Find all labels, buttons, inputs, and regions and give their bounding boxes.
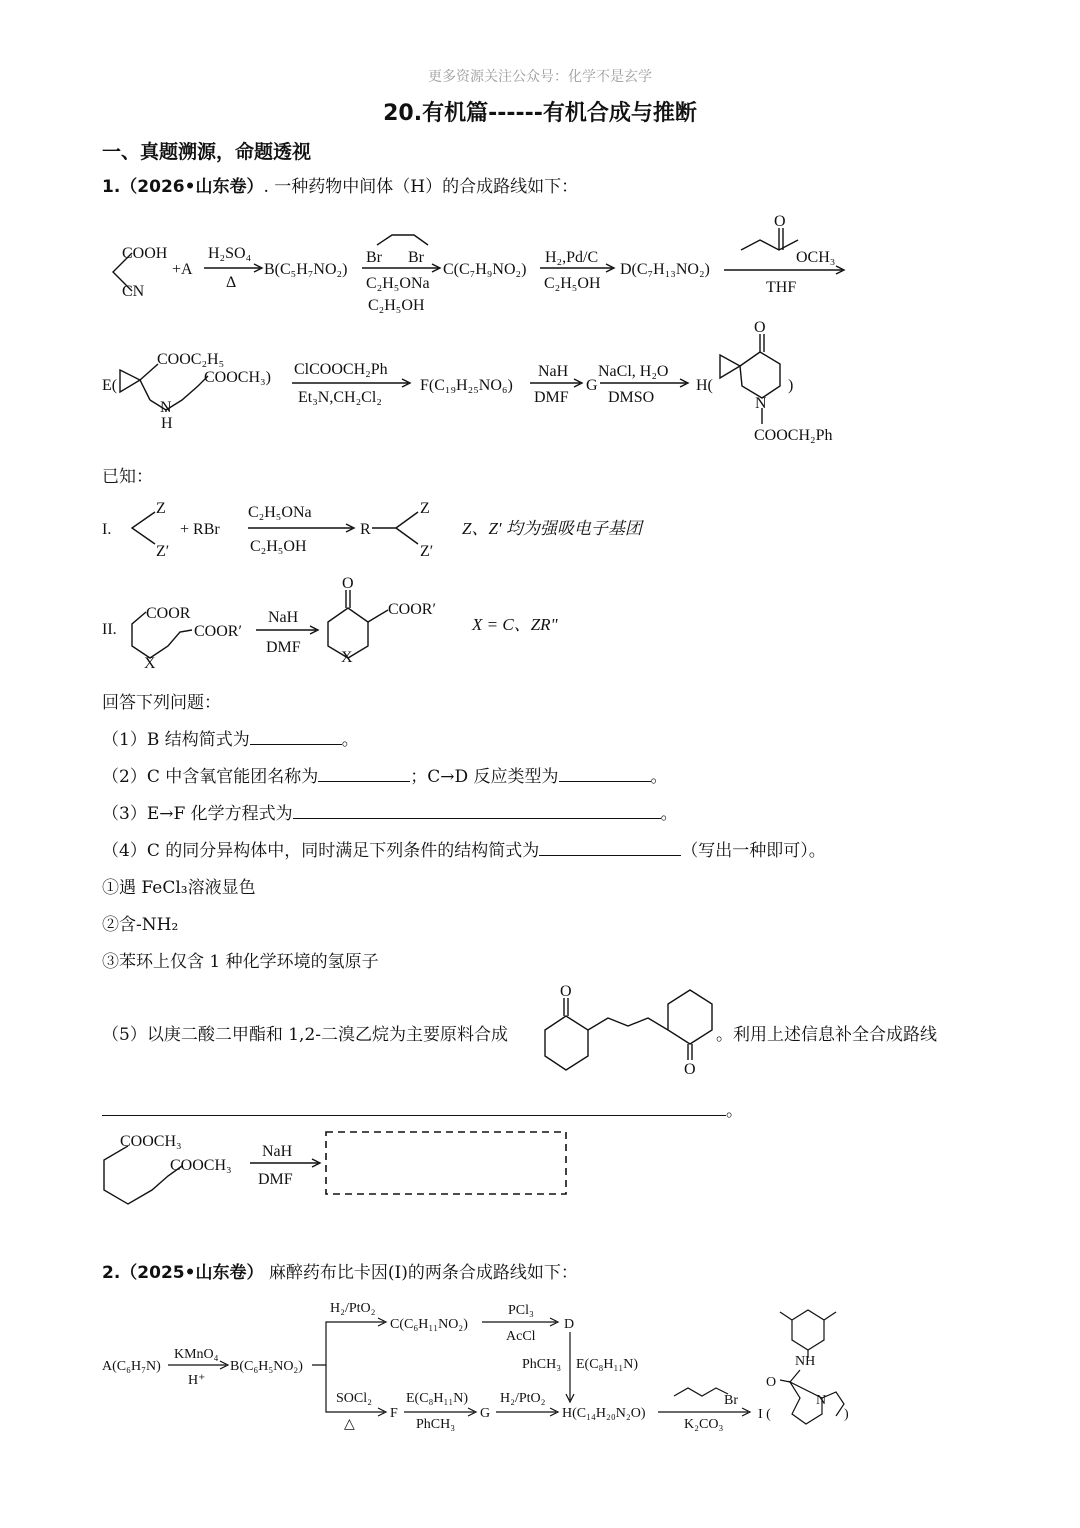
s2-cbz: COOCH₂Ph [754, 427, 833, 444]
page-title: 20.有机篇------有机合成与推断 [383, 101, 697, 126]
s3-C: C(C₆H₁₁NO₂) [390, 1317, 468, 1332]
q2-number: 2. [102, 1263, 121, 1283]
s2-close: ) [788, 377, 794, 394]
q1-part2-blank-a[interactable] [318, 767, 410, 782]
q1-part2 [102, 762, 668, 787]
s3-k2co3: K₂CO₃ [684, 1417, 724, 1432]
condition-1: ①遇 FeCl₃溶液显色 [102, 878, 256, 898]
s2-dmso: DMSO [608, 389, 655, 406]
section-heading: 一、真题溯源，命题透视 [102, 141, 312, 163]
q5-cooch3b: COOCH₃ [170, 1157, 232, 1174]
s1-B: B(C₅H₇NO₂) [264, 261, 348, 278]
s3-B: B(C₆H₅NO₂) [230, 1359, 303, 1374]
s3-o: O [766, 1375, 777, 1390]
s1-o: O [774, 213, 786, 230]
s1-h2so4: H₂SO₄ [208, 245, 252, 262]
s3-n: N [816, 1393, 827, 1408]
q5-target-o2: O [684, 1061, 696, 1078]
s3-hplus: H⁺ [188, 1373, 206, 1388]
s1-h2pdc: H₂,Pd/C [545, 249, 599, 266]
watermark: 更多资源关注公众号：化学不是玄学 [428, 69, 652, 85]
q1-part5-end: 。 [726, 1101, 743, 1121]
s1-plusA: +A [172, 261, 193, 278]
kII-coorp2: COOR′ [388, 601, 436, 618]
q1-part4 [102, 836, 826, 861]
s2-ketone-o: O [754, 319, 766, 336]
s1-cn: CN [122, 283, 145, 300]
s1-cooh: COOH [122, 245, 168, 262]
kII-dmf: DMF [266, 639, 301, 656]
kI-r: R [360, 521, 371, 538]
s1-D: D(C₇H₁₃NO₂) [620, 261, 710, 278]
q1-part2-text-b: ；C→D 反应类型为 [410, 767, 559, 787]
s3-F: F [390, 1406, 398, 1421]
s3-h2pto2b: H₂/PtO₂ [500, 1391, 546, 1406]
s2-nh: N [160, 399, 172, 416]
q2-header [102, 1258, 578, 1283]
s3-phch3a: PhCH₃ [522, 1357, 562, 1372]
s3-Ea: E(C₈H₁₁N) [576, 1357, 639, 1372]
q1-part5-blank[interactable] [102, 1101, 726, 1116]
s2-cooc2h5: COOC₂H₅ [157, 351, 225, 368]
known-label: 已知： [102, 467, 153, 487]
kI-z: Z [156, 500, 166, 517]
s3-acl: AcCl [506, 1329, 536, 1344]
q1-part1-text: （1）B 结构简式为 [102, 730, 250, 750]
q1-part4-text: （4）C 的同分异构体中，同时满足下列条件的结构简式为 [102, 841, 540, 861]
s3-nh: NH [795, 1354, 816, 1369]
kI-rbr: + RBr [180, 521, 220, 538]
s2-et3n: Et₃N,CH₂Cl₂ [298, 389, 382, 406]
kII-note: X = C、ZR" [472, 615, 558, 634]
s2-G: G [586, 377, 598, 394]
s3-G: G [480, 1406, 491, 1421]
kII-label: II. [102, 621, 117, 638]
answer-label: 回答下列问题： [102, 693, 221, 713]
s3-D: D [564, 1317, 575, 1332]
q1-source: （2026•山东卷） [120, 177, 264, 197]
s2-clcooch2ph: ClCOOCH₂Ph [294, 361, 388, 378]
s2-F: F(C₁₉H₂₅NO₆) [420, 377, 513, 394]
q1-part5-answer [102, 1096, 743, 1121]
s2-h: H [161, 415, 173, 432]
s2-E: E( [102, 377, 118, 394]
kI-zp: Z′ [156, 543, 170, 560]
s2-cooch3: COOCH₃) [204, 369, 271, 386]
q1-part3-blank[interactable] [293, 804, 661, 819]
s2-nah: NaH [538, 363, 569, 380]
q1-part5-text-b: 。利用上述信息补全合成路线 [716, 1025, 937, 1045]
kI-cond1: C₂H₅ONa [248, 504, 312, 521]
s1-thf: THF [766, 279, 797, 296]
s3-I: I ( [758, 1407, 771, 1422]
s1-c2h5oh2: C₂H₅OH [544, 275, 601, 292]
kI-zp2: Z′ [420, 543, 434, 560]
q5-dmf: DMF [258, 1171, 293, 1188]
kII-x2: X [341, 649, 353, 666]
kI-note: Z、Z′ 均为强吸电子基团 [462, 519, 642, 538]
s1-c2h5ona: C₂H₅ONa [366, 275, 430, 292]
s1-C: C(C₇H₉NO₂) [443, 261, 527, 278]
q1-intro: . 一种药物中间体（H）的合成路线如下： [263, 177, 579, 197]
q2-intro: 麻醉药布比卡因(I)的两条合成路线如下： [268, 1263, 578, 1283]
q1-part2-text-a: （2）C 中含氧官能团名称为 [102, 767, 319, 787]
s3-Eb: E(C₈H₁₁N) [406, 1391, 469, 1406]
q1-part4-blank[interactable] [539, 841, 681, 856]
q1-number: 1. [102, 177, 121, 197]
q1-part2-end: 。 [650, 767, 668, 787]
s2-H: H( [696, 377, 713, 394]
s3-socl2: SOCl₂ [336, 1391, 373, 1406]
kI-z2: Z [420, 500, 430, 517]
s2-dmf: DMF [534, 389, 569, 406]
s3-kmno4: KMnO₄ [174, 1347, 219, 1362]
s1-c2h5oh: C₂H₅OH [368, 297, 425, 314]
q1-part5-text-a: （5）以庚二酸二甲酯和 1,2-二溴乙烷为主要原料合成 [102, 1025, 508, 1045]
s3-pcl3: PCl₃ [508, 1303, 534, 1318]
s3-H: H(C₁₄H₂₀N₂O) [562, 1406, 646, 1421]
condition-3: ③苯环上仅含 1 种化学环境的氢原子 [102, 952, 379, 972]
kII-coorp: COOR′ [194, 623, 242, 640]
s3-close: ) [844, 1407, 849, 1422]
q1-part1 [102, 725, 359, 750]
q2-source: （2025•山东卷） [120, 1263, 264, 1283]
s2-nacl: NaCl, H₂O [598, 363, 669, 380]
kII-x: X [144, 655, 156, 672]
s1-br2: Br [408, 249, 424, 266]
condition-2: ②含-NH₂ [102, 915, 179, 935]
s1-och3: OCH₃ [796, 249, 836, 266]
kII-o: O [342, 575, 354, 592]
q1-part1-end: 。 [341, 730, 359, 750]
s3-tri: △ [344, 1417, 355, 1432]
q1-part1-blank[interactable] [250, 730, 342, 745]
kII-coor: COOR [146, 605, 191, 622]
q5-cooch3a: COOCH₃ [120, 1133, 182, 1150]
s1-br1: Br [366, 249, 382, 266]
kI-label: I. [102, 521, 112, 538]
s1-delta: Δ [226, 274, 237, 291]
q1-part3 [102, 799, 678, 824]
q5-nah: NaH [262, 1143, 293, 1160]
s2-n: N [755, 395, 767, 412]
q1-part3-end: 。 [660, 804, 678, 824]
q1-part2-blank-b[interactable] [559, 767, 651, 782]
q1-part4-end: （写出一种即可）。 [681, 841, 826, 861]
kII-nah: NaH [268, 609, 299, 626]
s3-phch3b: PhCH₃ [416, 1417, 456, 1432]
s3-h2pto2a: H₂/PtO₂ [330, 1301, 376, 1316]
s3-A: A(C₆H₇N) [102, 1359, 161, 1374]
s3-br: Br [724, 1393, 738, 1408]
q1-part3-text: （3）E→F 化学方程式为 [102, 804, 293, 824]
kI-cond2: C₂H₅OH [250, 538, 307, 555]
q5-target-o1: O [560, 983, 572, 1000]
